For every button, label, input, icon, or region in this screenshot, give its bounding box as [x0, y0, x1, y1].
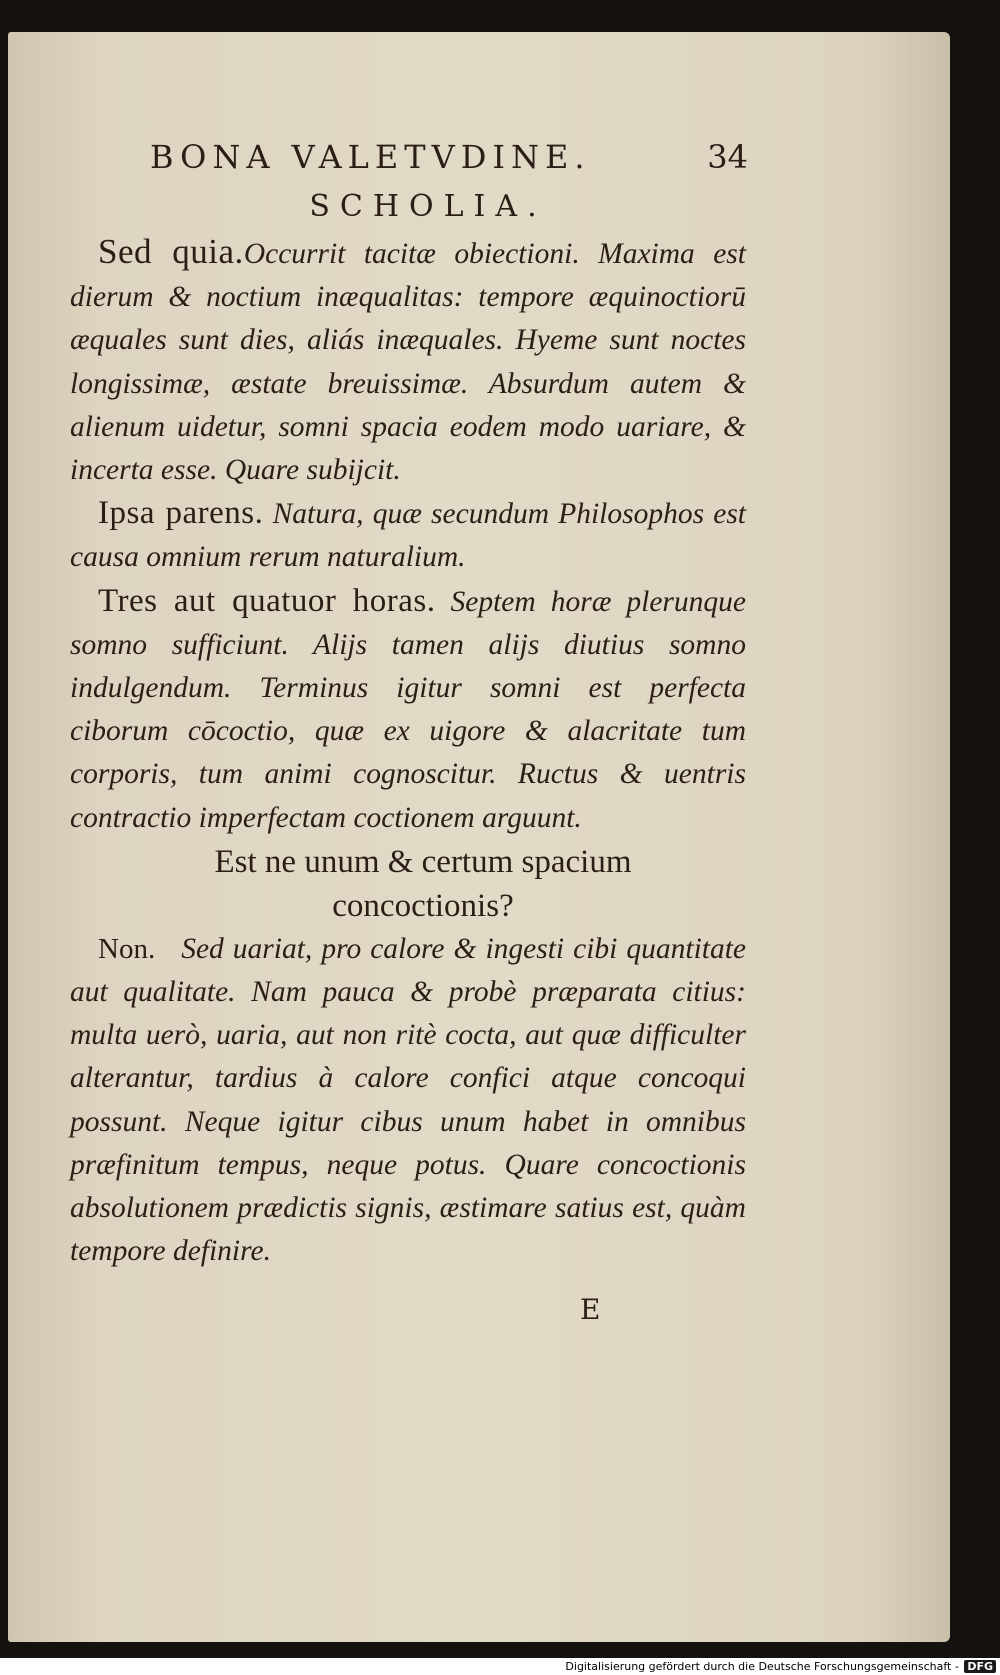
footer-text: Digitalisierung gefördert durch die Deutsche Forschungsgemeinschaft - — [565, 1660, 959, 1673]
lemma: Ipsa parens. — [98, 495, 264, 532]
catchword-line — [70, 1289, 746, 1335]
scholion-paragraph — [70, 580, 746, 840]
page-text-block — [70, 130, 746, 1335]
page-number: 34 — [707, 138, 748, 176]
running-head: BONA VALETVDINE. — [150, 138, 591, 176]
question-line: concoctionis? — [332, 887, 514, 924]
paragraph-text: Septem horæ plerunque somno sufficiunt. Alijs tamen alijs diutius somno indulgendum. Terminus igitur somni est perfecta ciborum cōcoctio, quæ ex uigore & alacritate tum corporis, tum animi cognoscitur. Ructus & uentris contractio imperfectam coctionem arguunt. — [70, 585, 746, 834]
paragraph-text: Occurrit tacitæ obiectioni. Maxima est dierum & noctium inæqualitas: tempore æquinoctiorū æquales sunt dies, aliás inæquales. Hyeme sunt noctes longissimæ, æstate breuissimæ. Absurdum autem & alienum uidetur, somni spacia eodem modo uariare, & incerta esse. Quare subijcit. — [70, 238, 746, 487]
answer-paragraph — [70, 928, 746, 1274]
scholion-paragraph — [70, 230, 746, 492]
dfg-logo: DFG — [964, 1660, 996, 1673]
lemma: Tres aut quatuor horas. — [98, 582, 436, 619]
respondent: Non. — [98, 932, 156, 965]
lemma: Sed quia. — [98, 232, 244, 271]
scholion-paragraph — [70, 492, 746, 579]
answer-text: Sed uariat, pro calore & ingesti cibi quantitate aut qualitate. Nam pauca & probè præparata citius: multa uerò, uaria, aut non ritè cocta, aut quæ difficulter alterantur, tardius à calore confici atque concoqui possunt. Neque igitur cibus unum habet in omnibus præfinitum tempus, neque potus. Quare concoctionis absolutionem prædictis signis, æstimare satius est, quàm tempore definire. — [70, 932, 746, 1268]
funding-footer — [565, 1660, 996, 1673]
section-title: SCHOLIA. — [309, 189, 547, 224]
paragraph-text: Natura, quæ secundum Philosophos est causa omnium rerum naturalium. — [70, 498, 747, 574]
book-page — [8, 32, 950, 1642]
catchword: E — [580, 1293, 601, 1327]
question-heading — [70, 840, 746, 928]
question-line: Est ne unum & certum spacium — [214, 843, 632, 880]
page-header — [70, 130, 746, 184]
